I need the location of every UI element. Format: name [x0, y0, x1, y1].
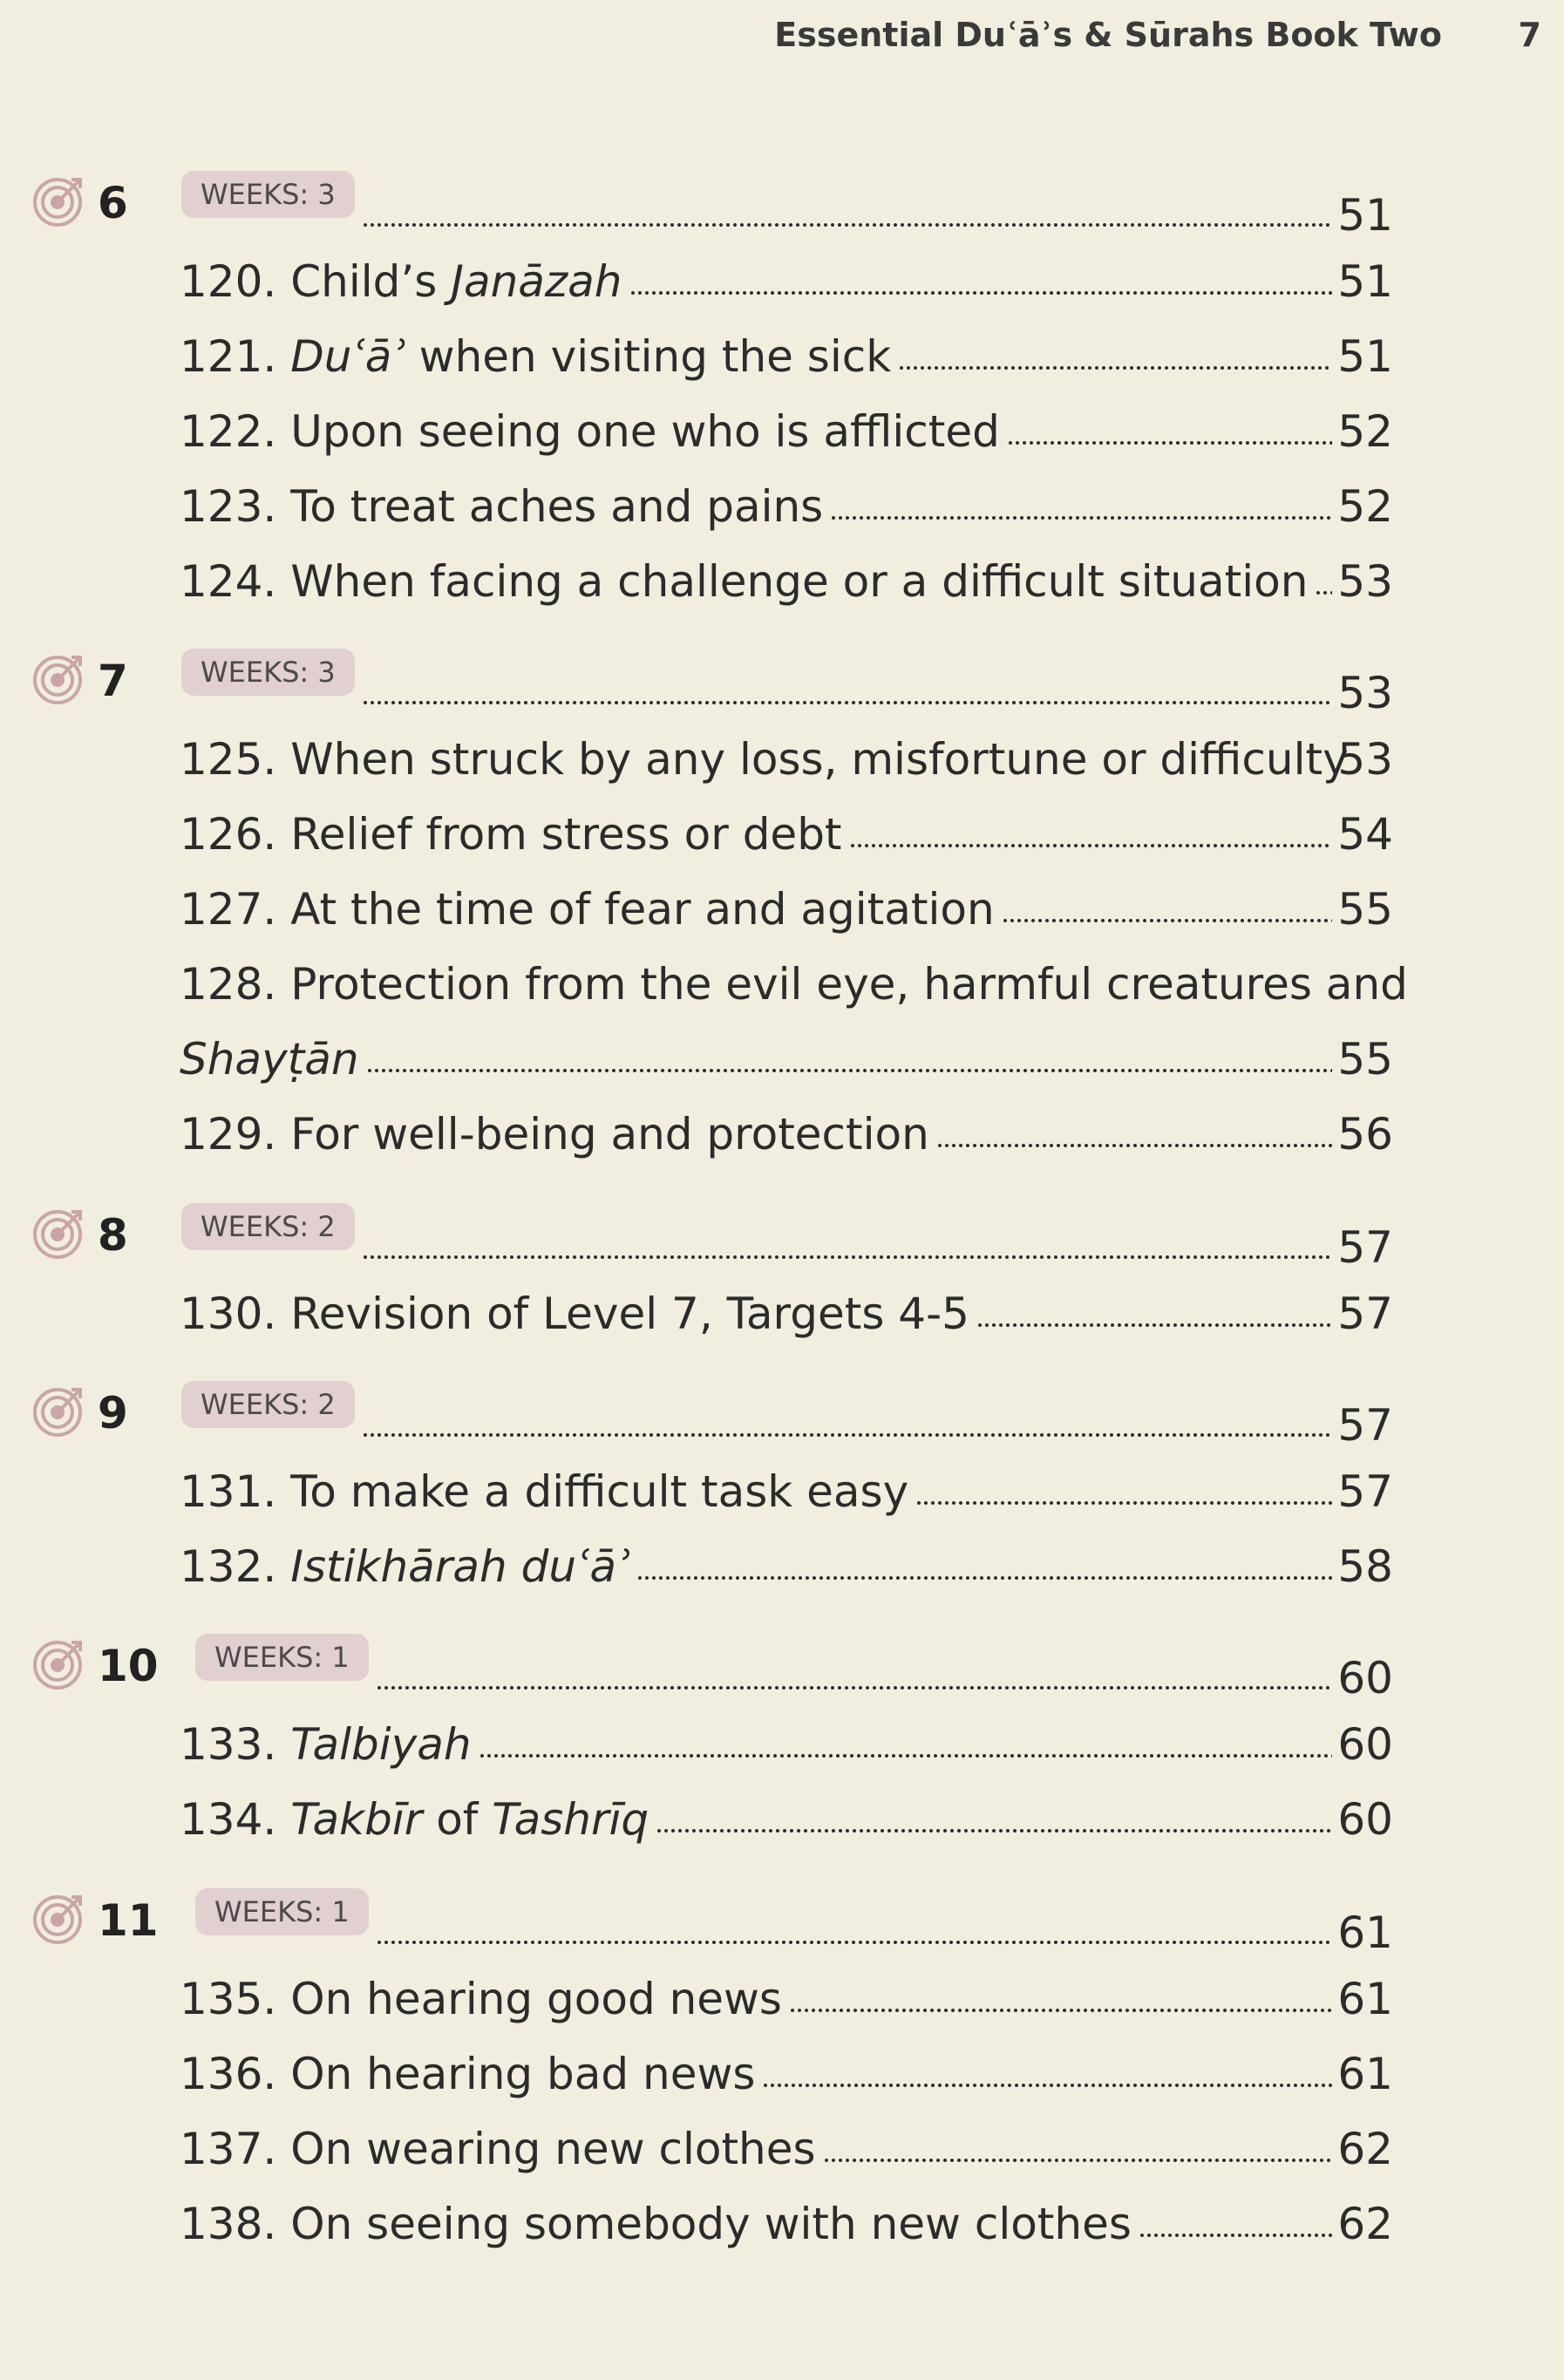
page-ref: 55 [1337, 1034, 1393, 1085]
page-ref: 61 [1337, 1974, 1393, 2024]
entry-title [180, 1104, 929, 1165]
leader-dots [362, 1431, 1333, 1438]
toc-entry[interactable] [180, 1714, 1393, 1775]
toc-entry[interactable] [180, 2118, 1393, 2179]
entry-number: 131. [180, 1466, 291, 1517]
target-heading[interactable] [33, 1203, 1393, 1273]
entry-number: 126. [180, 809, 291, 860]
entry-title [180, 2118, 816, 2179]
page-ref: 60 [1337, 1653, 1393, 1703]
entry-title [180, 729, 1349, 790]
target-icon [33, 1637, 85, 1690]
page-ref: 51 [1337, 190, 1393, 241]
page-ref: 57 [1337, 1400, 1393, 1451]
leader-dots [915, 1499, 1332, 1506]
entry-title-text: On hearing bad news [290, 2049, 756, 2099]
entry-number: 132. [180, 1541, 291, 1592]
toc-entry[interactable] [180, 879, 1393, 940]
target-icon [33, 1892, 85, 1944]
toc-entry[interactable] [180, 1283, 1393, 1344]
entry-title [180, 1461, 908, 1522]
leader-dots [636, 1574, 1332, 1581]
page-ref: 51 [1337, 256, 1393, 307]
entry-title-text: Protection from the evil eye, harmful creatures and [290, 959, 1408, 1010]
page-ref: 58 [1337, 1541, 1393, 1592]
target-icon [33, 174, 85, 227]
entry-title-italic: Istikhārah duʿāʾ [290, 1541, 630, 1592]
leader-dots [789, 2007, 1332, 2014]
target-heading[interactable] [33, 649, 1393, 718]
leader-dots [1315, 589, 1332, 596]
entry-number: 130. [180, 1289, 291, 1339]
entry-title-italic: Tashrīq [492, 1794, 649, 1845]
entry-title [180, 1969, 782, 2030]
leader-dots [1139, 2232, 1332, 2239]
target-number: 6 [98, 178, 128, 228]
page-ref: 62 [1337, 2199, 1393, 2249]
entry-title-text: On wearing new clothes [290, 2124, 816, 2174]
entry-title [180, 1789, 649, 1850]
entry-number: 121. [180, 331, 291, 382]
target-heading[interactable] [33, 171, 1393, 241]
page-ref: 54 [1337, 809, 1393, 860]
leader-dots [362, 221, 1333, 228]
leader-dots [1002, 917, 1333, 924]
page-ref: 57 [1337, 1466, 1393, 1517]
weeks-badge: WEEKS: 3 [181, 649, 355, 696]
page-ref: 53 [1337, 556, 1393, 607]
page-ref: 60 [1337, 1719, 1393, 1770]
page-ref: 61 [1337, 2049, 1393, 2099]
running-title: Essential Duʿāʾs & Sūrahs Book Two [774, 16, 1442, 54]
entry-title-text: To make a difficult task easy [290, 1466, 909, 1517]
toc-entry[interactable] [180, 2043, 1393, 2105]
toc-entry[interactable] [180, 1104, 1393, 1165]
leader-dots [898, 364, 1332, 371]
entry-title-text: On hearing good news [290, 1974, 782, 2024]
leader-dots [366, 1067, 1333, 1074]
entry-number: 133. [180, 1719, 291, 1770]
entry-title-text: Child’s [290, 256, 452, 307]
leader-dots [976, 1322, 1332, 1329]
entry-title-italic: Shayṭān [180, 1034, 359, 1085]
entry-number: 136. [180, 2049, 291, 2099]
page-ref: 57 [1337, 1222, 1393, 1273]
entry-title [180, 1714, 472, 1775]
page-ref: 51 [1337, 331, 1393, 382]
entry-title-text: When facing a challenge or a difficult situation [290, 556, 1309, 607]
target-heading[interactable] [33, 1888, 1393, 1958]
entry-title [180, 804, 842, 865]
toc-entry[interactable] [180, 401, 1393, 462]
page-ref: 60 [1337, 1794, 1393, 1845]
toc-entry[interactable] [180, 804, 1393, 865]
entry-number: 123. [180, 481, 291, 532]
leader-dots [656, 1827, 1332, 1834]
page-ref: 52 [1337, 481, 1393, 532]
toc-entry[interactable] [180, 551, 1393, 612]
weeks-badge: WEEKS: 1 [195, 1888, 369, 1935]
page-ref: 53 [1337, 734, 1393, 785]
entry-title-text: when visiting the sick [405, 331, 892, 382]
leader-dots [629, 289, 1333, 296]
entry-title [180, 2193, 1132, 2254]
leader-dots [936, 1142, 1333, 1149]
target-number: 10 [98, 1641, 159, 1691]
entry-number: 129. [180, 1109, 291, 1159]
page-number: 7 [1518, 16, 1541, 54]
target-icon [33, 652, 85, 704]
weeks-badge: WEEKS: 1 [195, 1634, 369, 1681]
target-number: 7 [98, 656, 128, 706]
entry-title [180, 401, 1000, 462]
entry-title-text: of [422, 1794, 493, 1845]
leader-dots [362, 699, 1333, 706]
entry-title [180, 1536, 629, 1597]
target-icon [33, 1384, 85, 1437]
entry-title-italic: Janāzah [451, 256, 622, 307]
entry-title [180, 251, 622, 312]
leader-dots [823, 2157, 1333, 2164]
toc-entry[interactable] [180, 251, 1393, 312]
entry-number: 124. [180, 556, 291, 607]
entry-title-italic: Talbiyah [290, 1719, 472, 1770]
entry-title [180, 326, 891, 387]
weeks-badge: WEEKS: 3 [181, 171, 355, 218]
entry-number: 127. [180, 884, 291, 935]
entry-title-text: On seeing somebody with new clothes [290, 2199, 1132, 2249]
entry-number: 134. [180, 1794, 291, 1845]
leader-dots [362, 1254, 1333, 1261]
toc-entry[interactable] [180, 729, 1393, 790]
leader-dots [376, 1684, 1333, 1691]
entry-number: 125. [180, 734, 291, 785]
entry-title [180, 476, 823, 537]
leader-dots [830, 514, 1332, 521]
leader-dots [479, 1752, 1333, 1759]
toc-entry[interactable] [180, 2193, 1393, 2254]
entry-title-text: Upon seeing one who is afflicted [290, 406, 1000, 457]
page-ref: 53 [1337, 668, 1393, 718]
page-ref: 55 [1337, 884, 1393, 935]
toc-entry[interactable] [180, 1789, 1393, 1850]
toc-entry[interactable] [180, 326, 1393, 387]
entry-title [180, 551, 1308, 612]
entry-title [180, 954, 1408, 1015]
toc-entry[interactable] [180, 476, 1393, 537]
entry-number: 137. [180, 2124, 291, 2174]
target-number: 11 [98, 1895, 159, 1946]
target-number: 8 [98, 1210, 128, 1261]
entry-title [180, 879, 995, 940]
entry-title-text: To treat aches and pains [290, 481, 824, 532]
target-number: 9 [98, 1388, 128, 1438]
page-ref: 57 [1337, 1289, 1393, 1339]
target-icon [33, 1207, 85, 1259]
entry-title-text: At the time of fear and agitation [290, 884, 995, 935]
toc-entry-continuation[interactable] [180, 1029, 1393, 1090]
entry-title-text: When struck by any loss, misfortune or difficulty [290, 734, 1349, 785]
leader-dots [1007, 439, 1333, 446]
weeks-badge: WEEKS: 2 [181, 1203, 355, 1250]
weeks-badge: WEEKS: 2 [181, 1381, 355, 1428]
entry-number: 135. [180, 1974, 291, 2024]
entry-number: 122. [180, 406, 291, 457]
target-heading[interactable] [33, 1634, 1393, 1703]
entry-title-text: For well-being and protection [290, 1109, 929, 1159]
toc-entry[interactable] [180, 954, 1408, 1015]
entry-number: 138. [180, 2199, 291, 2249]
entry-title [180, 1283, 969, 1344]
page-ref: 52 [1337, 406, 1393, 457]
entry-number: 128. [180, 959, 291, 1010]
target-heading[interactable] [33, 1381, 1393, 1451]
entry-title-text: Revision of Level 7, Targets 4-5 [290, 1289, 969, 1339]
page-ref: 61 [1337, 1907, 1393, 1958]
page-ref: 56 [1337, 1109, 1393, 1159]
entry-title-text: Relief from stress or debt [290, 809, 842, 860]
leader-dots [849, 842, 1333, 849]
entry-number: 120. [180, 256, 291, 307]
toc-entry[interactable] [180, 1461, 1393, 1522]
toc-entry[interactable] [180, 1536, 1393, 1597]
entry-title [180, 2043, 755, 2105]
leader-dots [376, 1939, 1333, 1946]
page-ref: 62 [1337, 2124, 1393, 2174]
toc-entry[interactable] [180, 1969, 1393, 2030]
entry-title-italic: Duʿāʾ [290, 331, 405, 382]
entry-title-italic: Takbīr [290, 1794, 423, 1845]
leader-dots [762, 2082, 1332, 2089]
